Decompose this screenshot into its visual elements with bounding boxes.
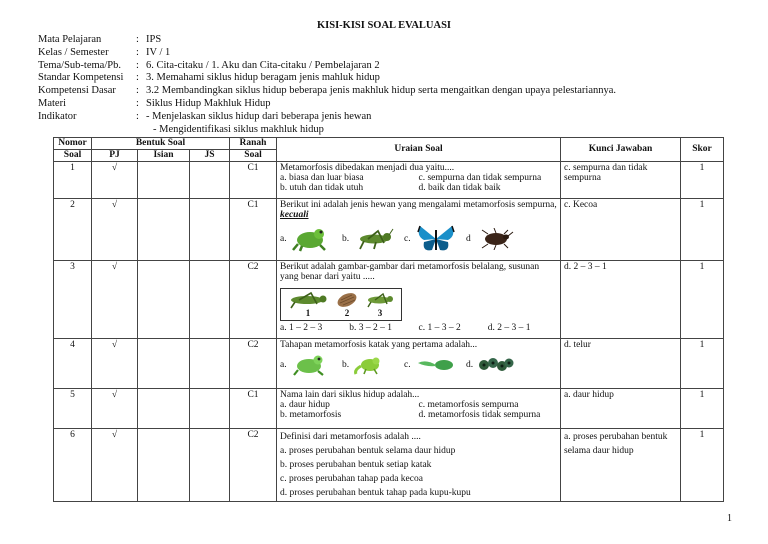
cell-pj: √	[92, 429, 138, 502]
table-row	[54, 261, 724, 339]
header-soal: Soal	[54, 150, 92, 162]
cell-pj: √	[92, 261, 138, 339]
cell-score: 1	[681, 429, 724, 502]
question-text: Definisi dari metamorfosis adalah ....	[280, 432, 421, 442]
question-keyword: kecuali	[280, 210, 309, 220]
option: c. proses perubahan tahap pada kecoa	[280, 474, 423, 484]
header-js: JS	[190, 150, 230, 162]
cell-answer: a. proses perubahan bentuk selama daur hidup	[561, 429, 681, 502]
meta-block	[38, 34, 616, 136]
header-ranah: Ranah	[230, 138, 277, 150]
option: b. 3 – 2 – 1	[349, 323, 392, 333]
cell-score: 1	[681, 339, 724, 389]
frog-eggs-icon	[478, 355, 528, 375]
option: d. baik dan tidak baik	[418, 183, 501, 193]
cell-answer: a. daur hidup	[561, 389, 681, 429]
table-row	[54, 199, 724, 261]
cell-no: 1	[54, 162, 92, 199]
page-number: 1	[727, 513, 732, 524]
option: c. metamorfosis sempurna	[418, 400, 519, 410]
cell-score: 1	[681, 199, 724, 261]
meta-value: 3. Memahami siklus hidup beragam jenis mahluk hidup	[146, 72, 380, 84]
meta-row: Standar Kompetensi : 3. Memahami siklus hidup beragam jenis mahluk hidup	[38, 72, 380, 84]
header-isian: Isian	[138, 150, 190, 162]
option: a. 1 – 2 – 3	[280, 323, 323, 333]
image-number: 2	[344, 308, 350, 318]
header-bentuk-soal: Bentuk Soal	[92, 138, 230, 150]
frog-icon	[292, 354, 342, 376]
document-title: KISI-KISI SOAL EVALUASI	[316, 20, 452, 31]
grasshopper-adult-icon	[285, 291, 331, 309]
option: b. proses perubahan bentuk setiap katak	[280, 460, 432, 470]
cell-answer: c. sempurna dan tidak sempurna	[561, 162, 681, 199]
option-label: a.	[280, 234, 287, 244]
table-row	[54, 162, 724, 199]
option: a. biasa dan luar biasa	[280, 173, 364, 183]
table-row	[54, 389, 724, 429]
question-text: Nama lain dari siklus hidup adalah...	[280, 390, 420, 400]
option: b. metamorfosis	[280, 410, 342, 420]
grasshopper-egg-icon	[335, 291, 359, 309]
option-label: d.	[466, 360, 474, 370]
cell-question	[277, 339, 561, 389]
cell-question	[277, 429, 561, 502]
froglet-icon	[354, 354, 404, 376]
meta-row: Tema/Sub-tema/Pb. : 6. Cita-citaku / 1. Aku dan Cita-citaku / Pembelajaran 2	[38, 59, 380, 71]
cell-answer: c. Kecoa	[561, 199, 681, 261]
option-label: b.	[342, 234, 350, 244]
option: c. 1 – 3 – 2	[418, 323, 461, 333]
cell-no: 6	[54, 429, 92, 502]
question-text: Berikut ini adalah jenis hewan yang mengalami metamorfosis sempurna,	[280, 200, 557, 210]
cell-pj: √	[92, 162, 138, 199]
cell-ranah: C1	[230, 199, 277, 261]
meta-key: Materi	[38, 97, 66, 109]
cell-question	[277, 199, 561, 261]
option-label: c.	[404, 360, 411, 370]
header-pj: PJ	[92, 150, 138, 162]
option-label: b.	[342, 360, 350, 370]
meta-key: Indikator	[38, 110, 77, 122]
cockroach-icon	[478, 228, 528, 250]
metamorphosis-image-box	[280, 288, 402, 321]
cell-no: 4	[54, 339, 92, 389]
cell-pj: √	[92, 389, 138, 429]
option: d. metamorfosis tidak sempurna	[418, 410, 541, 420]
cell-no: 5	[54, 389, 92, 429]
cell-ranah: C1	[230, 162, 277, 199]
meta-row: Mata Pelajaran : IPS	[38, 34, 162, 45]
cell-ranah: C2	[230, 339, 277, 389]
image-number: 1	[305, 308, 311, 318]
header-ranah-soal: Soal	[230, 150, 277, 162]
cell-answer: d. 2 – 3 – 1	[561, 261, 681, 339]
option: d. 2 – 3 – 1	[487, 323, 531, 333]
meta-row: Materi : Siklus Hidup Makhluk Hidup	[38, 97, 271, 109]
cell-ranah: C1	[230, 389, 277, 429]
image-number: 3	[377, 308, 383, 318]
meta-row: Kelas / Semester : IV / 1	[38, 46, 171, 58]
grasshopper-icon	[354, 227, 404, 251]
cell-question	[277, 162, 561, 199]
meta-key: Kompetensi Dasar	[38, 85, 116, 97]
option: a. daur hidup	[280, 400, 330, 410]
table-row	[54, 429, 724, 502]
question-text: Tahapan metamorfosis katak yang pertama adalah...	[280, 340, 478, 350]
meta-value: IV / 1	[146, 46, 171, 58]
option: a. proses perubahan bentuk selama daur hidup	[280, 446, 456, 456]
meta-value: IPS	[146, 34, 162, 45]
meta-value: 6. Cita-citaku / 1. Aku dan Cita-citaku / Pembelajaran 2	[146, 59, 380, 71]
cell-pj: √	[92, 199, 138, 261]
meta-key: Standar Kompetensi	[38, 72, 124, 84]
question-text: Metamorfosis dibedakan menjadi dua yaitu....	[280, 163, 455, 173]
option-label: a.	[280, 360, 287, 370]
header-skor: Skor	[681, 138, 724, 162]
meta-key: Tema/Sub-tema/Pb.	[38, 59, 121, 71]
cell-answer: d. telur	[561, 339, 681, 389]
frog-icon	[292, 226, 342, 252]
meta-row	[38, 124, 616, 137]
cell-question	[277, 261, 561, 339]
meta-row: Indikator : - Menjelaskan siklus hidup dari beberapa jenis hewan	[38, 110, 372, 122]
butterfly-icon	[416, 224, 466, 254]
meta-value: Siklus Hidup Makhluk Hidup	[146, 97, 271, 109]
meta-key: Mata Pelajaran	[38, 34, 102, 45]
cell-score: 1	[681, 261, 724, 339]
cell-ranah: C2	[230, 261, 277, 339]
tadpole-icon	[416, 357, 466, 373]
cell-question	[277, 389, 561, 429]
cell-no: 3	[54, 261, 92, 339]
table-row	[54, 339, 724, 389]
cell-pj: √	[92, 339, 138, 389]
cell-no: 2	[54, 199, 92, 261]
question-text: Berikut adalah gambar-gambar dari metamorfosis belalang, susunan yang benar dari yaitu .....	[280, 262, 540, 282]
header-kunci-jawaban: Kunci Jawaban	[561, 138, 681, 162]
option-label: c.	[404, 234, 411, 244]
option: b. utuh dan tidak utuh	[280, 183, 364, 193]
option: c. sempurna dan tidak sempurna	[418, 173, 542, 183]
header-uraian-soal: Uraian Soal	[277, 138, 561, 162]
cell-score: 1	[681, 162, 724, 199]
question-grid	[53, 137, 724, 502]
header-nomor: Nomor	[54, 138, 92, 150]
cell-ranah: C2	[230, 429, 277, 502]
grasshopper-nymph-icon	[363, 291, 397, 309]
meta-value: - Menjelaskan siklus hidup dari beberapa jenis hewan	[146, 110, 372, 122]
meta-value: 3.2 Membandingkan siklus hidup beberapa jenis makhluk hidup serta mengaitkan dengan upaya pelestariannya.	[146, 85, 617, 97]
option-label: d	[466, 234, 471, 244]
meta-indikator-extra: - Mengidentifikasi siklus makhluk hidup	[153, 123, 324, 135]
meta-row: Kompetensi Dasar : 3.2 Membandingkan siklus hidup beberapa jenis makhluk hidup serta mengaitkan dengan upaya pelestariannya.	[38, 85, 617, 97]
meta-key: Kelas / Semester	[38, 46, 109, 58]
cell-score: 1	[681, 389, 724, 429]
option: d. proses perubahan bentuk tahap pada kupu-kupu	[280, 488, 471, 498]
